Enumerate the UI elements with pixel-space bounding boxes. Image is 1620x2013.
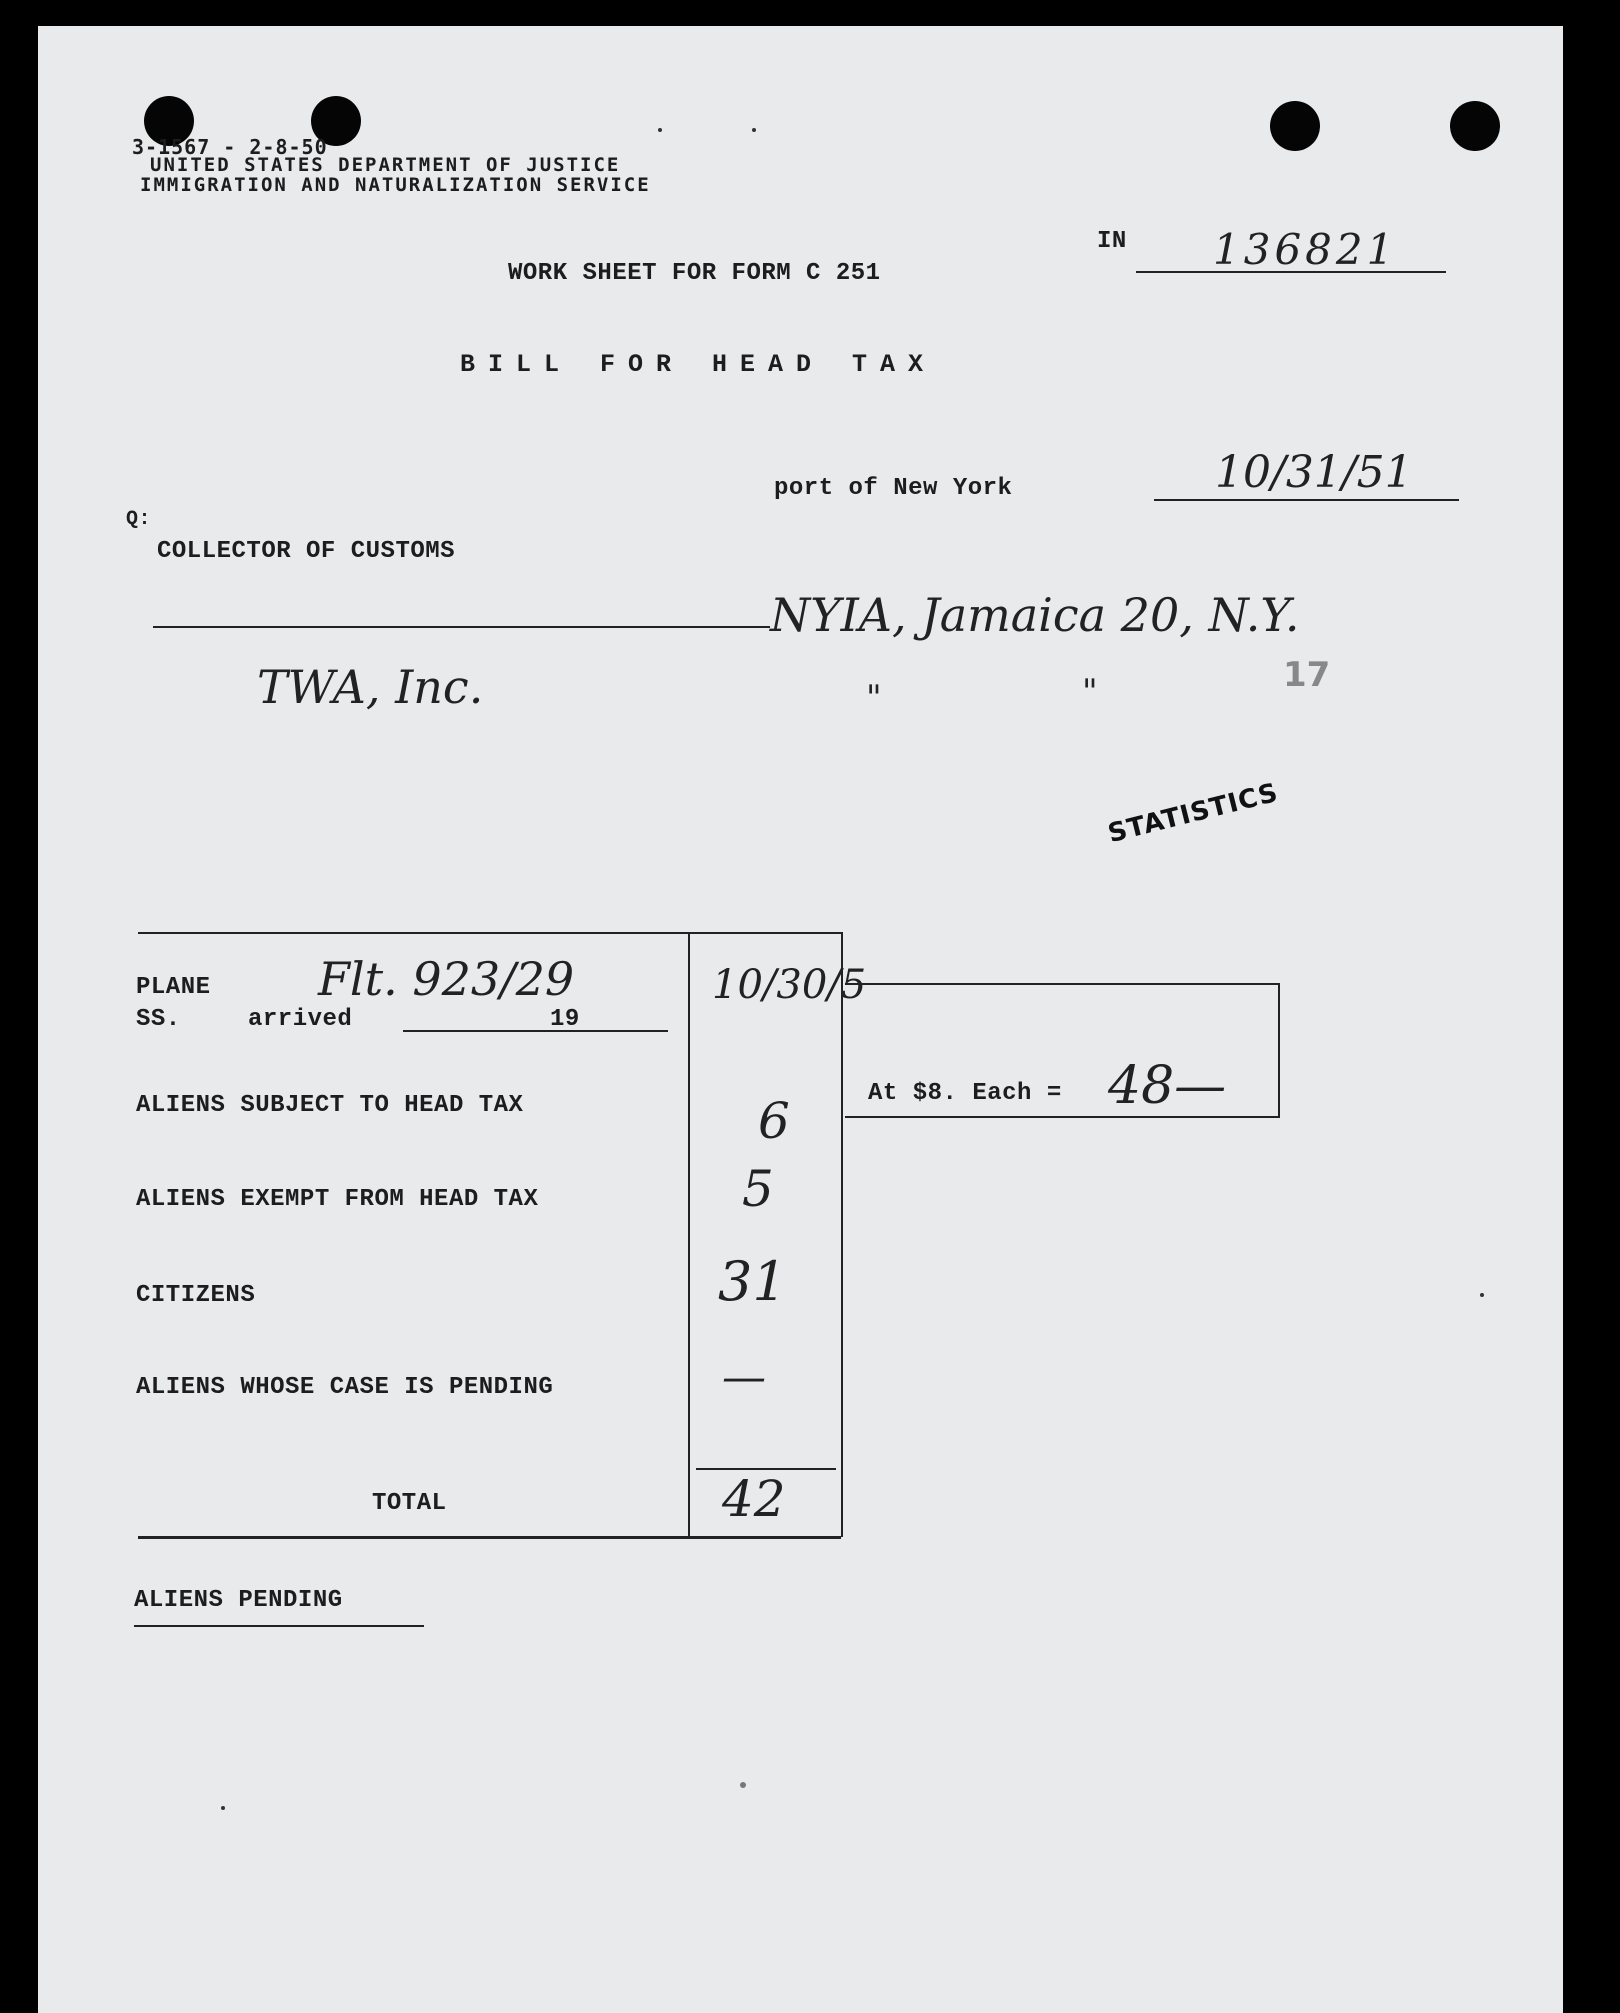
paper-speck — [740, 1782, 746, 1788]
table-bottom-line — [138, 1536, 841, 1539]
table-right-edge — [841, 932, 843, 1537]
company-handwritten: TWA, Inc. — [257, 660, 484, 714]
aliens-pending-label: ALIENS PENDING — [134, 1587, 343, 1614]
port-date-line — [1154, 499, 1459, 501]
punch-hole — [1450, 101, 1500, 151]
table-top-line — [138, 932, 841, 934]
arrived-label: arrived — [248, 1006, 353, 1033]
row-label-exempt: ALIENS EXEMPT FROM HEAD TAX — [136, 1186, 539, 1213]
plane-label: PLANE — [136, 974, 211, 1001]
ss-label: SS. — [136, 1006, 181, 1033]
paper-speck — [752, 128, 756, 132]
statistics-stamp: STATISTICS — [1105, 777, 1282, 850]
paper-speck — [1480, 1293, 1484, 1297]
worksheet-title: WORK SHEET FOR FORM C 251 — [508, 260, 881, 287]
in-label: IN — [1097, 228, 1127, 255]
ditto-mark: " — [866, 678, 882, 718]
row-value-subject: 6 — [758, 1092, 790, 1150]
agency-line-2: IMMIGRATION AND NATURALIZATION SERVICE — [140, 174, 651, 196]
to-prefix: Q: — [126, 508, 152, 531]
ditto-mark: " — [1082, 672, 1098, 712]
year-prefix: 19 — [550, 1006, 580, 1033]
table-divider — [688, 932, 690, 1537]
collector-label: COLLECTOR OF CUSTOMS — [157, 538, 456, 565]
port-date: 10/31/51 — [1215, 447, 1413, 498]
row-label-subject: ALIENS SUBJECT TO HEAD TAX — [136, 1092, 524, 1119]
bill-title: BILL FOR HEAD TAX — [460, 350, 937, 379]
stamped-number: 17 — [1283, 655, 1331, 695]
agency-line-1: UNITED STATES DEPARTMENT OF JUSTICE — [150, 154, 621, 176]
address-line — [153, 626, 770, 628]
row-label-pending-cases: ALIENS WHOSE CASE IS PENDING — [136, 1374, 554, 1401]
tax-box-top — [845, 983, 1278, 985]
port-label: port of New York — [774, 475, 1013, 502]
total-value: 42 — [722, 1470, 786, 1528]
row-value-citizens: 31 — [718, 1250, 787, 1313]
tax-amount: 48— — [1108, 1056, 1227, 1116]
flight-handwritten: Flt. 923/29 — [318, 952, 575, 1006]
punch-hole — [1270, 101, 1320, 151]
total-label: TOTAL — [372, 1490, 447, 1517]
in-number: 136821 — [1213, 225, 1398, 274]
row-value-pending-cases: — — [722, 1352, 766, 1403]
in-number-line — [1136, 271, 1446, 273]
paper-speck — [658, 128, 662, 132]
arrived-line — [403, 1030, 668, 1032]
aliens-pending-line — [134, 1625, 424, 1627]
form-number: 3-1567 - 2-8-50 — [132, 135, 328, 159]
tax-box-bottom — [845, 1116, 1278, 1118]
arrival-date-handwritten: 10/30/5 — [712, 962, 867, 1008]
row-value-exempt: 5 — [742, 1160, 774, 1218]
tax-box-right — [1278, 983, 1280, 1118]
row-label-citizens: CITIZENS — [136, 1282, 256, 1309]
location-handwritten: NYIA, Jamaica 20, N.Y. — [770, 588, 1300, 642]
tax-rate-label: At $8. Each = — [868, 1080, 1062, 1107]
paper-speck — [221, 1806, 225, 1810]
